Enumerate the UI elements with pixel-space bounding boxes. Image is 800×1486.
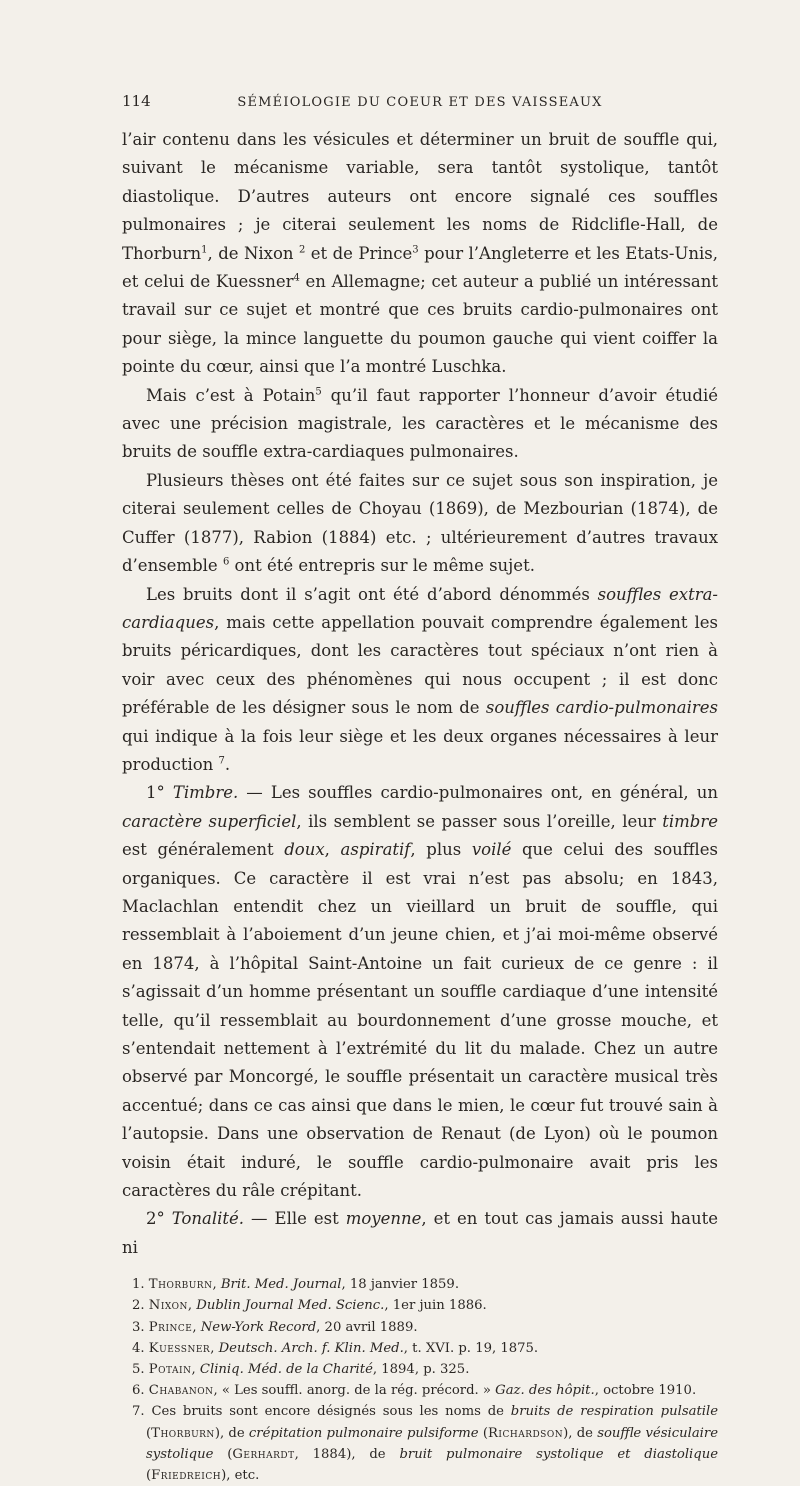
footnote: 5. Potain, Cliniq. Méd. de la Charité, 1894, p. 325. [132, 1362, 470, 1378]
paragraph: Plusieurs thèses ont été faites sur ce sujet sous son inspiration, je citerai seulement celles de Choyau (1869), de Mezbourian (1874), de Cuffer (1877), Rabion (1884) etc. ; ultérieurement d’autres travaux d’ensemble $^6$ ont été entrepris sur le même sujet. [122, 470, 718, 576]
running-header [122, 92, 718, 120]
body-text [122, 126, 718, 1262]
paragraph: l’air contenu dans les vésicules et déterminer un bruit de souffle qui, suivant le mécanisme variable, sera tantôt systolique, tantôt diastolique. D’autres auteurs ont encore signalé ces souffles pulmonaires ; je citerai seulement les noms de Ridclifle-Hall, de Thorburn$^1$, de Nixon $^2$ et de Prince$^3$ pour l’Angleterre et les Etats-Unis, et celui de Kuessner$^4$ en Allemagne; cet auteur a publié un intéressant travail sur ce sujet et montré que ces bruits cardio-pulmonaires ont pour siège, la mince languette du poumon gauche qui vient coiffer la pointe du cœur, ainsi que l’a montré Luschka. [122, 130, 719, 377]
footnote-ref[interactable]: 7 [218, 755, 225, 767]
footnote-ref[interactable]: 2 [298, 244, 306, 256]
page-number: 114 [122, 92, 151, 110]
paragraph: Mais c’est à Potain$^5$ qu’il faut rapporter l’honneur d’avoir étudié avec une précision magistrale, les caractères et le mécanisme des bruits de souffle extra-cardiaques pulmonaires. [122, 385, 718, 462]
footnote: 1. Thorburn, Brit. Med. Journal, 18 janvier 1859. [132, 1277, 460, 1293]
paragraph-timbre: 1° Timbre. — Les souffles cardio-pulmonaires ont, en général, un caractère superficiel, ils semblent se passer sous l’oreille, leur timbre est généralement doux, aspiratif, plus voilé que celui des souffles organiques. Ce caractère il est vrai n’est pas absolu; en 1843, Maclachlan entendit chez un vieillard un bruit de souffle, qui ressemblait à l’aboiement d’un jeune chien, et j’ai moi-même observé en 1874, à l’hôpital Saint-Antoine un fait curieux de ce genre : il s’agissait d’un homme présentant un souffle cardiaque d’une intensité telle, qu’il ressemblait au bourdonnement d’une grosse mouche, et s’entendait nettement à l’extrémité du lit du malade. Chez un autre observé par Moncorgé, le souffle présentait un caractère musical très accentué; dans ce cas ainsi que dans le mien, le cœur fut trouvé sain à l’autopsie. Dans une observation de Renaut (de Lyon) où le poumon voisin était induré, le souffle cardio-pulmonaire avait pris les caractères du râle crépitant. [122, 783, 718, 1201]
footnote-ref[interactable]: 4 [293, 272, 300, 284]
footnote-ref[interactable]: 6 [222, 556, 230, 568]
running-title: SÉMÉIOLOGIE DU COEUR ET DES VAISSEAUX [237, 95, 603, 110]
footnotes [122, 1274, 718, 1486]
footnote: 2. Nixon, Dublin Journal Med. Scienc., 1er juin 1886. [132, 1298, 487, 1314]
footnote: 7. Ces bruits sont encore désignés sous les noms de bruits de respiration pulsatile (Thorburn), de crépitation pulmonaire pulsiforme (Richardson), de souffle vésiculaire systolique (Gerhardt, 1884), de bruit pulmonaire systolique et diastolique (Friedreich), etc. [132, 1404, 719, 1484]
footnote: 3. Prince, New-York Record, 20 avril 1889. [132, 1319, 418, 1335]
paragraph-tonalite: 2° Tonalité. — Elle est moyenne, et en tout cas jamais aussi haute ni [122, 1209, 718, 1257]
footnote-ref[interactable]: 5 [315, 386, 322, 398]
footnote: 4. Kuessner, Deutsch. Arch. f. Klin. Med., t. XVI. p. 19, 1875. [132, 1340, 539, 1356]
footnote: 6. Chabanon, « Les souffl. anorg. de la rég. précord. » Gaz. des hôpit., octobre 1910. [132, 1383, 697, 1399]
paragraph: Les bruits dont il s’agit ont été d’abord dénommés souffles extra-cardiaques, mais cette appellation pouvait comprendre également les bruits péricardiques, dont les caractères tout spéciaux n’ont rien à voir avec ceux des phénomènes qui nous occupent ; il est donc préférable de les désigner sous le nom de souffles cardio-pulmonaires qui indique à la fois leur siège et les deux organes nécessaires à leur production $^7$. [122, 584, 718, 774]
footnote-ref[interactable]: 3 [412, 244, 419, 256]
footnote-ref[interactable]: 1 [201, 244, 208, 256]
